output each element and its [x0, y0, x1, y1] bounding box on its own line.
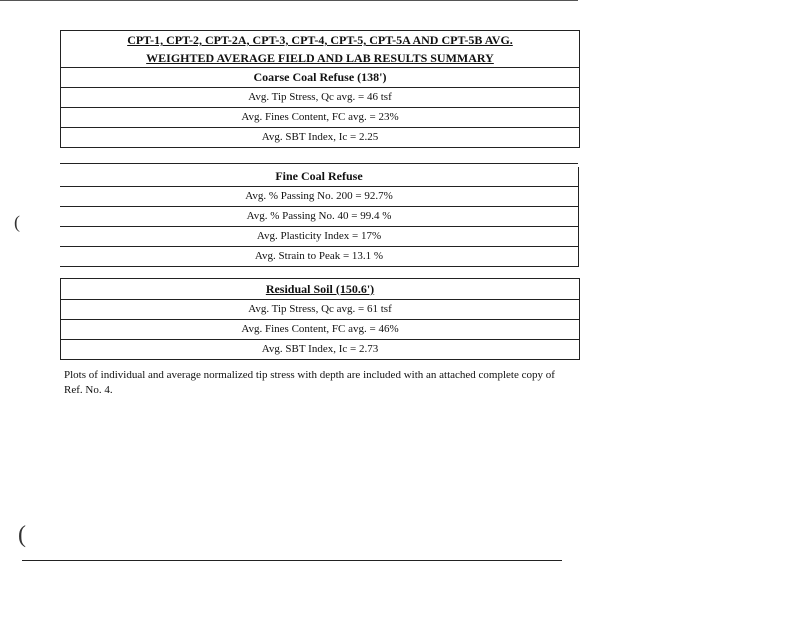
- fine-top-rule: [60, 163, 578, 164]
- fine-refuse-table: [60, 167, 579, 267]
- residual-row-tip-stress: Avg. Tip Stress, Qc avg. = 61 tsf: [61, 300, 579, 320]
- residual-soil-heading: Residual Soil (150.6'): [61, 279, 579, 300]
- left-margin-mark-lower: (: [18, 522, 26, 548]
- top-edge-rule: [0, 0, 578, 1]
- coarse-row-fines: Avg. Fines Content, FC avg. = 23%: [61, 108, 579, 128]
- coarse-row-tip-stress: Avg. Tip Stress, Qc avg. = 46 tsf: [61, 88, 579, 108]
- coarse-refuse-heading: Coarse Coal Refuse (138'): [61, 68, 579, 88]
- coarse-row-sbt: Avg. SBT Index, Ic = 2.25: [61, 128, 579, 148]
- bottom-rule: [22, 560, 562, 561]
- residual-row-fines: Avg. Fines Content, FC avg. = 46%: [61, 320, 579, 340]
- fine-row-strain: Avg. Strain to Peak = 13.1 %: [60, 247, 578, 267]
- left-margin-mark: (: [14, 212, 20, 232]
- fine-row-passing-40: Avg. % Passing No. 40 = 99.4 %: [60, 207, 578, 227]
- summary-table: [60, 30, 580, 148]
- summary-title-line1: CPT-1, CPT-2, CPT-2A, CPT-3, CPT-4, CPT-5, CPT-5A AND CPT-5B AVG.: [127, 33, 513, 47]
- summary-title-line2: WEIGHTED AVERAGE FIELD AND LAB RESULTS SUMMARY: [61, 49, 579, 68]
- fine-refuse-heading: Fine Coal Refuse: [60, 167, 578, 187]
- fine-row-passing-200: Avg. % Passing No. 200 = 92.7%: [60, 187, 578, 207]
- plots-note: Plots of individual and average normalized tip stress with depth are included with an attached complete copy of Ref. No. 4.: [64, 369, 555, 396]
- residual-soil-table: [60, 278, 580, 360]
- residual-row-sbt: Avg. SBT Index, Ic = 2.73: [61, 340, 579, 360]
- fine-row-plasticity: Avg. Plasticity Index = 17%: [60, 227, 578, 247]
